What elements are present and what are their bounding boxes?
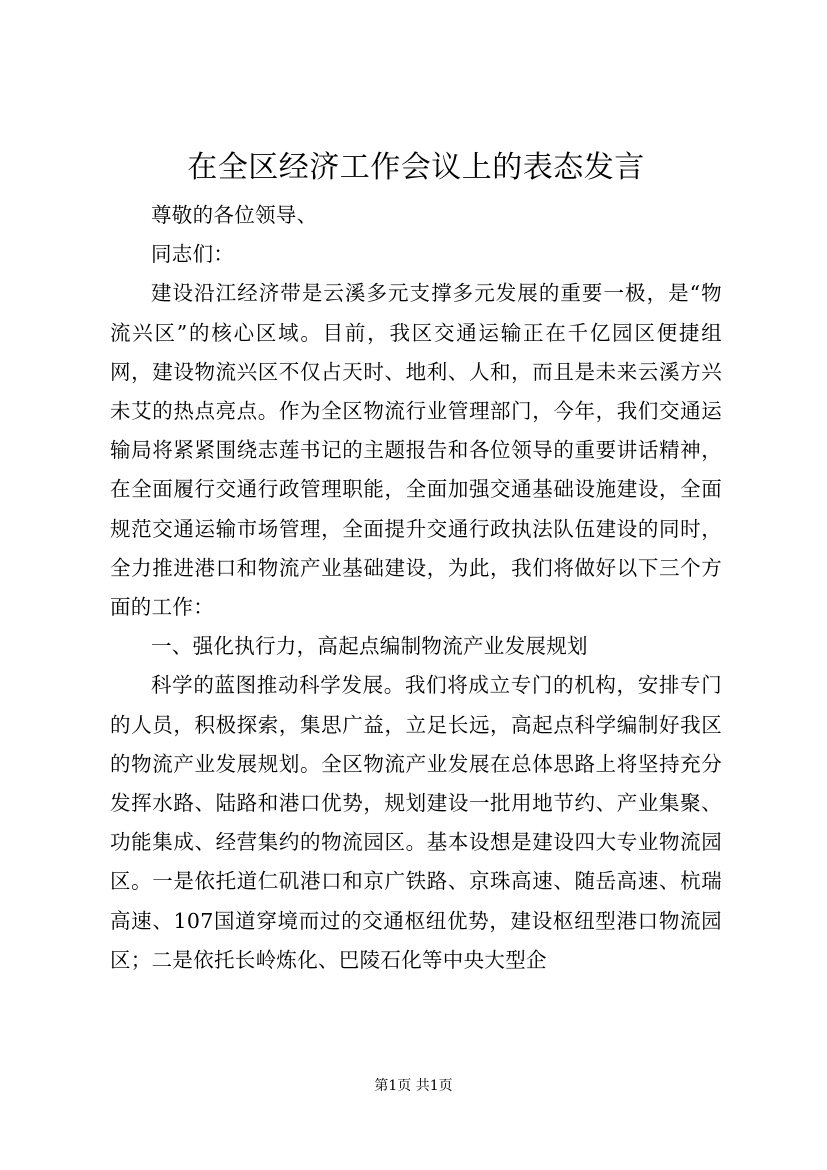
page-footer: 第1页 共1页 <box>374 1078 453 1094</box>
salutation-line-2: 同志们： <box>151 242 235 267</box>
section-heading-1: 一、强化执行力，高起点编制物流产业发展规划 <box>151 634 588 659</box>
salutation-line-1: 尊敬的各位领导、 <box>151 203 318 227</box>
document-body <box>110 196 722 980</box>
document-title: 在全区经济工作会议上的表态发言 <box>187 150 645 185</box>
intro-paragraph: 建设沿江经济带是云溪多元支撑多元发展的重要一极，是“物流兴区”的核心区域。目前，我区交通运输正在千亿园区便捷组网，建设物流兴区不仅占天时、地利、人和，而且是未来云溪方兴未艾的热点亮点。作为全区物流行业管理部门，今年，我们交通运输局将紧紧围绕志莲书记的主题报告和各位领导的重要讲话精神，在全面履行交通行政管理职能，全面加强交通基础设施建设，全面规范交通运输市场管理，全面提升交通行政执法队伍建设的同时，全力推进港口和物流产业基础建设，为此，我们将做好以下三个方面的工作： <box>110 281 722 620</box>
section-paragraph-1: 科学的蓝图推动科学发展。我们将成立专门的机构，安排专门的人员，积极探索，集思广益，立足长远，高起点科学编制好我区的物流产业发展规划。全区物流产业发展在总体思路上将坚持充分发挥水路、陆路和港口优势，规划建设一批用地节约、产业集聚、功能集成、经营集约的物流园区。基本设想是建设四大专业物流园区。一是依托道仁矶港口和京广铁路、京珠高速、随岳高速、杭瑞高速、107国道穿境而过的交通枢纽优势，建设枢纽型港口物流园区；二是依托长岭炼化、巴陵石化等中央大型企 <box>110 673 722 972</box>
